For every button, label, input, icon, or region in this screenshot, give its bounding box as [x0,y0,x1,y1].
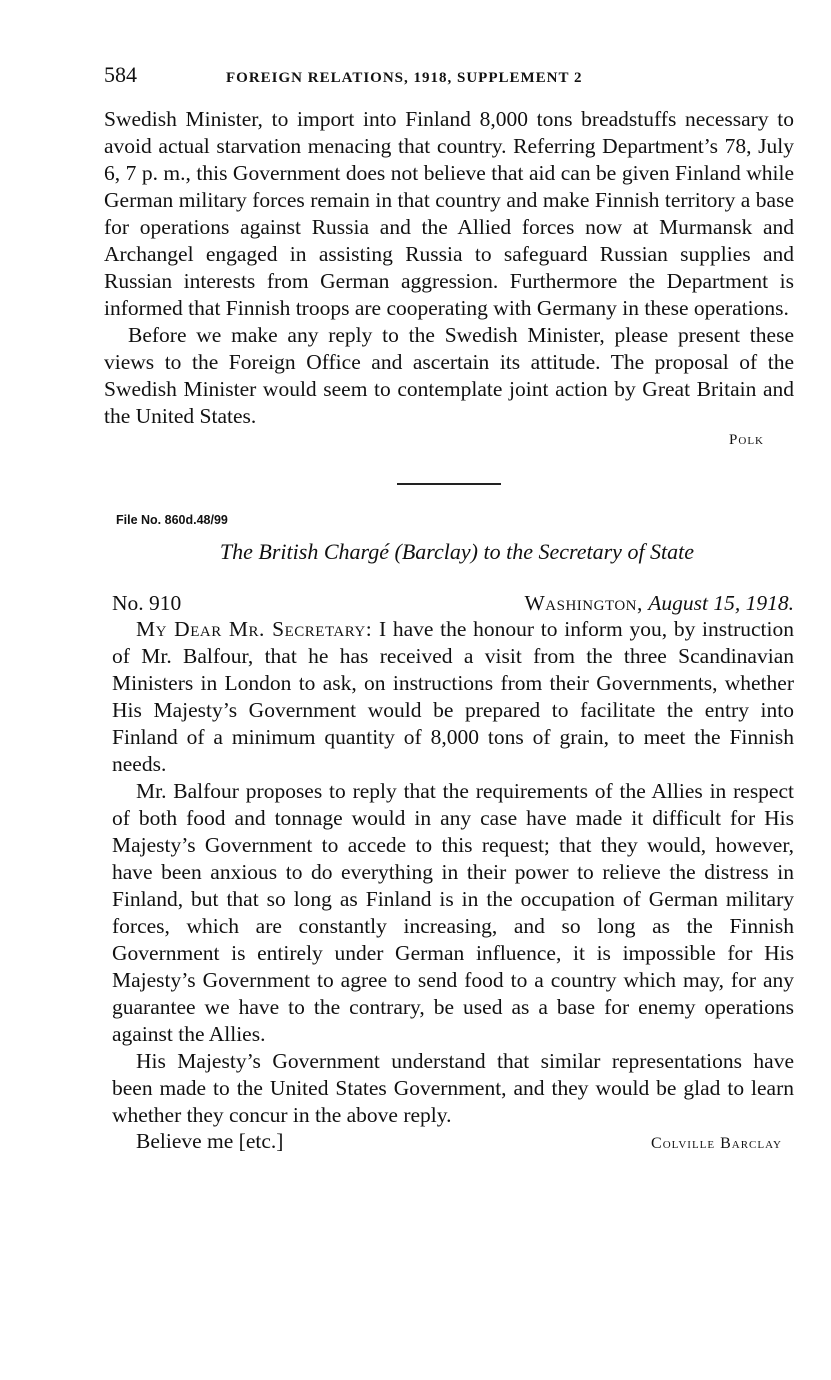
date: August 15, 1918. [648,591,794,615]
place: Washington, [524,591,643,615]
running-header [104,62,794,106]
running-title: FOREIGN RELATIONS, 1918, SUPPLEMENT 2 [226,70,583,86]
second-document [104,513,794,1154]
closing-row [112,1129,794,1154]
section-divider [397,483,501,485]
paragraph [112,616,794,778]
dateline [524,591,794,616]
paragraph: Mr. Balfour proposes to reply that the requirements of the Allies in respect of both food and tonnage would in any case have made it difficult for His Majesty’s Government to accede to this request; that they would, however, have been anxious to do everything in their power to relieve the distress in Finland, but that so long as Finland is in the occupation of German military forces, which are constantly increasing, and so long as the Finnish Government is entirely under German influence, it is impossible for His Majesty’s Government to agree to send food to a country which may, for any guarantee we have to the contrary, be used as a base for enemy operations against the Allies. [112,779,794,1046]
salutation: My Dear Mr. Secretary: [136,617,373,641]
page-number: 584 [104,62,137,87]
paragraph-text: I have the honour to inform you, by instruction of Mr. Balfour, that he has received a visit from the three Scandinavian Ministers in London to ask, on instructions from their Governments, whether His Majesty’s Government would be prepared to facilitate the entry into Finland of a minimum quantity of 8,000 tons of grain, to meet the Finnish needs. [112,617,795,776]
paragraph: Swedish Minister, to import into Finland 8,000 tons breadstuffs necessary to avoid actual starvation menacing that country. Referring Department’s 78, July 6, 7 p. m., this Government does not believe that aid can be given Finland while German military forces remain in that country and make Finnish territory a base for operations against Russia and the Allied forces now at Murmansk and Archangel engaged in assisting Russia to safeguard Russian supplies and Russian interests from German aggression. Furthermore the Department is informed that Finnish troops are cooperating with Germany in these operations. [104,107,794,320]
letter-heading [112,591,794,616]
letter-body [112,616,794,1129]
letter-number: No. 910 [112,591,182,615]
signature-polk: Polk [729,432,764,448]
signature-barclay: Colville Barclay [651,1135,782,1152]
document-title: The British Chargé (Barclay) to the Secretary of State [219,539,695,564]
paragraph: Before we make any reply to the Swedish Minister, please present these views to the Foreign Office and ascertain its attitude. The proposal of the Swedish Minister would seem to contemplate joint action by Great Britain and the United States. [104,323,794,428]
document-page [104,62,794,1154]
paragraph: His Majesty’s Government understand that similar representations have been made to the United States Government, and they would be glad to learn whether they concur in the above reply. [112,1049,794,1127]
closing: Believe me [etc.] [136,1129,284,1153]
file-number: File No. 860d.48/99 [116,513,228,527]
first-document [104,106,794,449]
